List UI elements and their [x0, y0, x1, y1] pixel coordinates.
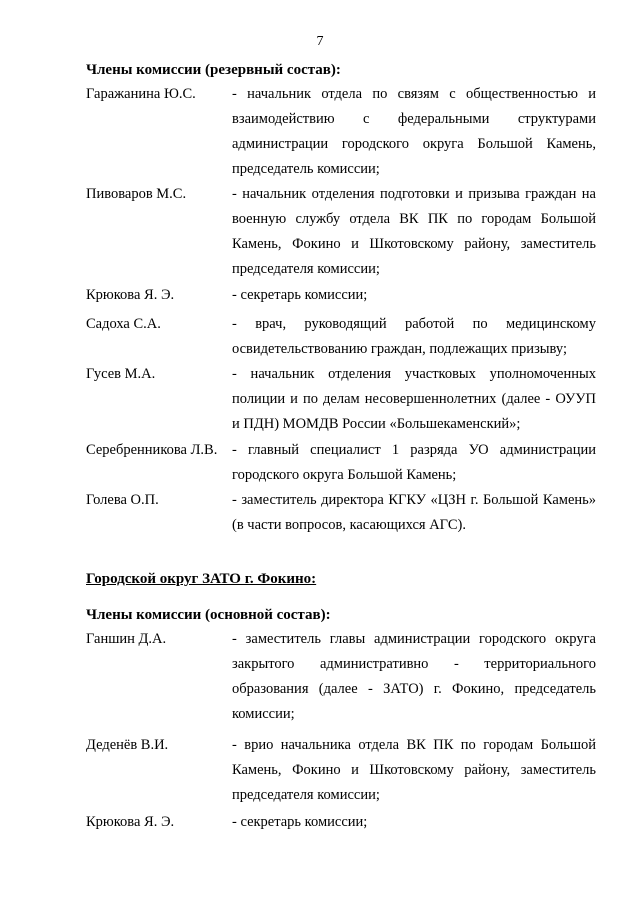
member-role: - главный специалист 1 разряда УО администрации городского округа Большой Камень;: [232, 442, 596, 483]
member-name: Голева О.П.: [86, 492, 159, 508]
member-name: Крюкова Я. Э.: [86, 287, 175, 303]
section-heading-reserve: Члены комиссии (резервный состав):: [86, 62, 341, 78]
member-role: - врач, руководящий работой по медицинскому освидетельствованию граждан, подлежащих призыву;: [232, 316, 596, 357]
member-role: - секретарь комиссии;: [232, 287, 368, 303]
member-role: - врио начальника отдела ВК ПК по городам Большой Камень, Фокино и Шкотовскому району, заместитель председателя комиссии;: [232, 737, 596, 803]
member-name: Гаражанина Ю.С.: [86, 86, 196, 102]
member-role: - заместитель директора КГКУ «ЦЗН г. Большой Камень» (в части вопросов, касающихся АГС).: [232, 492, 596, 533]
member-name: Гусев М.А.: [86, 366, 156, 382]
member-name: Ганшин Д.А.: [86, 631, 167, 647]
district-heading: Городской округ ЗАТО г. Фокино:: [86, 571, 317, 587]
section-heading-main: Члены комиссии (основной состав):: [86, 607, 331, 623]
member-name: Пивоваров М.С.: [86, 186, 187, 202]
member-role: - начальник отделения участковых уполномоченных полиции и по делам несовершеннолетних (далее - ОУУП и ПДН) МОМДВ России «Большекаменский»;: [232, 366, 596, 432]
member-role: - заместитель главы администрации городского округа закрытого административно - территориального образования (далее - ЗАТО) г. Фокино, председатель комиссии;: [232, 631, 596, 722]
member-role: - секретарь комиссии;: [232, 814, 368, 830]
member-role: - начальник отдела по связям с общественностью и взаимодействию с федеральными структурами администрации городского округа Большой Камень, председатель комиссии;: [232, 86, 596, 177]
member-name: Садоха С.А.: [86, 316, 161, 332]
member-name: Деденёв В.И.: [86, 737, 169, 753]
member-role: - начальник отделения подготовки и призыва граждан на военную службу отдела ВК ПК по городам Большой Камень, Фокино и Шкотовскому району, заместитель председателя комиссии;: [232, 186, 596, 277]
member-name: Крюкова Я. Э.: [86, 814, 175, 830]
page-number: 7: [316, 34, 324, 49]
member-name: Серебренникова Л.В.: [86, 442, 218, 458]
